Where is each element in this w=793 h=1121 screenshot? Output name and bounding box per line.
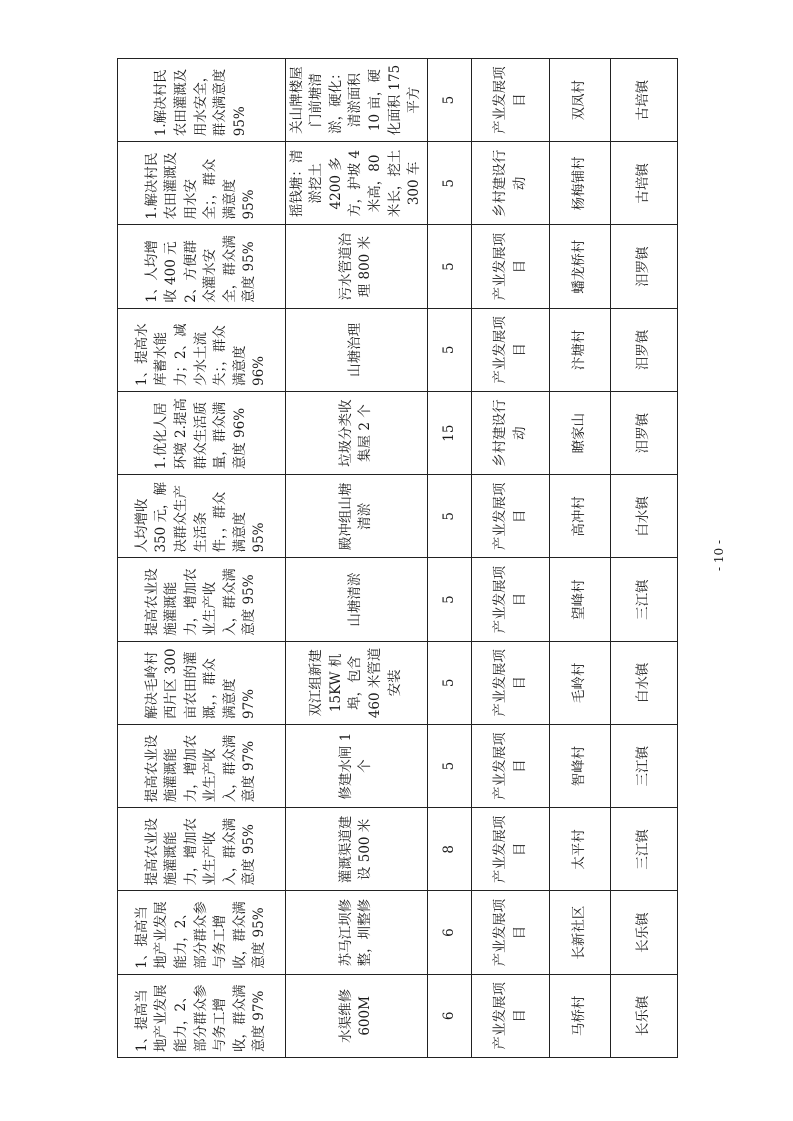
category-cell: 产业发展项目 bbox=[472, 475, 550, 558]
benefit-cell: 提高农业设施灌溉能力，增加农业生产收入，群众满意度 97% bbox=[118, 725, 286, 808]
amount-cell: 15 bbox=[427, 392, 472, 475]
benefit-cell: 1.解决村民农田灌溉及用水安全，群众满意度 95% bbox=[118, 59, 286, 142]
town-cell: 三江镇 bbox=[611, 558, 678, 641]
rotated-table-container bbox=[117, 58, 678, 1058]
benefit-cell: 解决毛岭村西片区 300 亩农田的灌溉，，群众满意度 97% bbox=[118, 641, 286, 724]
benefit-cell: 1、人均增收 400 元 2、方便群众灌水安全，群众满意度 95% bbox=[118, 225, 286, 308]
amount-cell: 5 bbox=[427, 225, 472, 308]
town-cell: 古培镇 bbox=[611, 59, 678, 142]
village-cell: 杨梅铺村 bbox=[550, 142, 611, 225]
category-cell: 乡村建设行动 bbox=[472, 142, 550, 225]
category-cell: 产业发展项目 bbox=[472, 891, 550, 974]
category-cell: 产业发展项目 bbox=[472, 558, 550, 641]
benefit-cell: 1、提高当地产业发展能力，2、部分群众参与务工增收，群众满意度 95% bbox=[118, 891, 286, 974]
amount-cell: 5 bbox=[427, 641, 472, 724]
amount-cell: 6 bbox=[427, 974, 472, 1057]
town-cell: 白水镇 bbox=[611, 475, 678, 558]
amount-cell: 6 bbox=[427, 891, 472, 974]
category-cell: 产业发展项目 bbox=[472, 808, 550, 891]
project-cell: 殿冲组山塘清淤 bbox=[285, 475, 427, 558]
benefit-cell: 人均增收 350 元，解决群众生产生活条件，，群众满意度 95% bbox=[118, 475, 286, 558]
field-row-amount bbox=[427, 59, 472, 1058]
benefit-cell: 提高农业设施灌溉能力，增加农业生产收入，群众满意度 95% bbox=[118, 558, 286, 641]
project-cell: 修建水闸 1 个 bbox=[285, 725, 427, 808]
amount-cell: 8 bbox=[427, 808, 472, 891]
amount-cell: 5 bbox=[427, 725, 472, 808]
town-cell: 汨罗镇 bbox=[611, 392, 678, 475]
field-row-project bbox=[285, 59, 427, 1058]
project-cell: 山塘清淤 bbox=[285, 558, 427, 641]
project-cell: 水渠维修 600M bbox=[285, 974, 427, 1057]
town-cell: 汨罗镇 bbox=[611, 225, 678, 308]
amount-cell: 5 bbox=[427, 59, 472, 142]
project-cell: 苏马江坝修整，圳整修 bbox=[285, 891, 427, 974]
amount-cell: 5 bbox=[427, 142, 472, 225]
category-cell: 产业发展项目 bbox=[472, 308, 550, 391]
page-number: - 10 - bbox=[712, 539, 726, 571]
project-cell: 污水管道治理 800 米 bbox=[285, 225, 427, 308]
town-cell: 三江镇 bbox=[611, 725, 678, 808]
field-row-benefit bbox=[118, 59, 286, 1058]
benefit-cell: 提高农业设施灌溉能力，增加农业生产收入，群众满意度 95% bbox=[118, 808, 286, 891]
benefit-cell: 1.优化人居环境 2.提高群众生活质量，群众满意度 96% bbox=[118, 392, 286, 475]
town-cell: 三江镇 bbox=[611, 808, 678, 891]
village-cell: 高冲村 bbox=[550, 475, 611, 558]
amount-cell: 5 bbox=[427, 475, 472, 558]
category-cell: 产业发展项目 bbox=[472, 225, 550, 308]
benefit-cell: 1、提高水库蓄水能力；2、减少水土流失；，群众满意度 96% bbox=[118, 308, 286, 391]
amount-cell: 5 bbox=[427, 558, 472, 641]
category-cell: 产业发展项目 bbox=[472, 974, 550, 1057]
village-cell: 长新社区 bbox=[550, 891, 611, 974]
project-cell: 山塘治理 bbox=[285, 308, 427, 391]
field-row-category bbox=[472, 59, 550, 1058]
town-cell: 长乐镇 bbox=[611, 891, 678, 974]
village-cell: 瞭家山 bbox=[550, 392, 611, 475]
project-table bbox=[117, 58, 678, 1058]
town-cell: 汨罗镇 bbox=[611, 308, 678, 391]
category-cell: 乡村建设行动 bbox=[472, 392, 550, 475]
page-number-wrap bbox=[712, 525, 732, 585]
village-cell: 双凤村 bbox=[550, 59, 611, 142]
town-cell: 白水镇 bbox=[611, 641, 678, 724]
project-cell: 灌溉渠道建设 500 米 bbox=[285, 808, 427, 891]
village-cell: 太平村 bbox=[550, 808, 611, 891]
category-cell: 产业发展项目 bbox=[472, 641, 550, 724]
project-cell: 关山牌楼屋门前塘清淤，硬化：清淤面积 10 亩，硬化面积 175 平方 bbox=[285, 59, 427, 142]
field-row-village bbox=[550, 59, 611, 1058]
village-cell: 马桥村 bbox=[550, 974, 611, 1057]
town-cell: 长乐镇 bbox=[611, 974, 678, 1057]
town-cell: 古培镇 bbox=[611, 142, 678, 225]
benefit-cell: 1、提高当地产业发展能力，2、部分群众参与务工增收，群众满意度 97% bbox=[118, 974, 286, 1057]
village-cell: 汴塘村 bbox=[550, 308, 611, 391]
category-cell: 产业发展项目 bbox=[472, 59, 550, 142]
category-cell: 产业发展项目 bbox=[472, 725, 550, 808]
field-row-town bbox=[611, 59, 678, 1058]
amount-cell: 5 bbox=[427, 308, 472, 391]
village-cell: 智峰村 bbox=[550, 725, 611, 808]
village-cell: 毛岭村 bbox=[550, 641, 611, 724]
village-cell: 蟠龙桥村 bbox=[550, 225, 611, 308]
project-cell: 双江组新建 15KW 机埠，包含 460 米管道安装 bbox=[285, 641, 427, 724]
village-cell: 望峰村 bbox=[550, 558, 611, 641]
project-cell: 垃圾分类收集屋 2 个 bbox=[285, 392, 427, 475]
benefit-cell: 1.解决村民农田灌溉及用水安全；，群众满意度 95% bbox=[118, 142, 286, 225]
project-cell: 摇钱塘：清淤挖土 4200 多方，护坡 4 米高，80 米长，挖土 300 车 bbox=[285, 142, 427, 225]
